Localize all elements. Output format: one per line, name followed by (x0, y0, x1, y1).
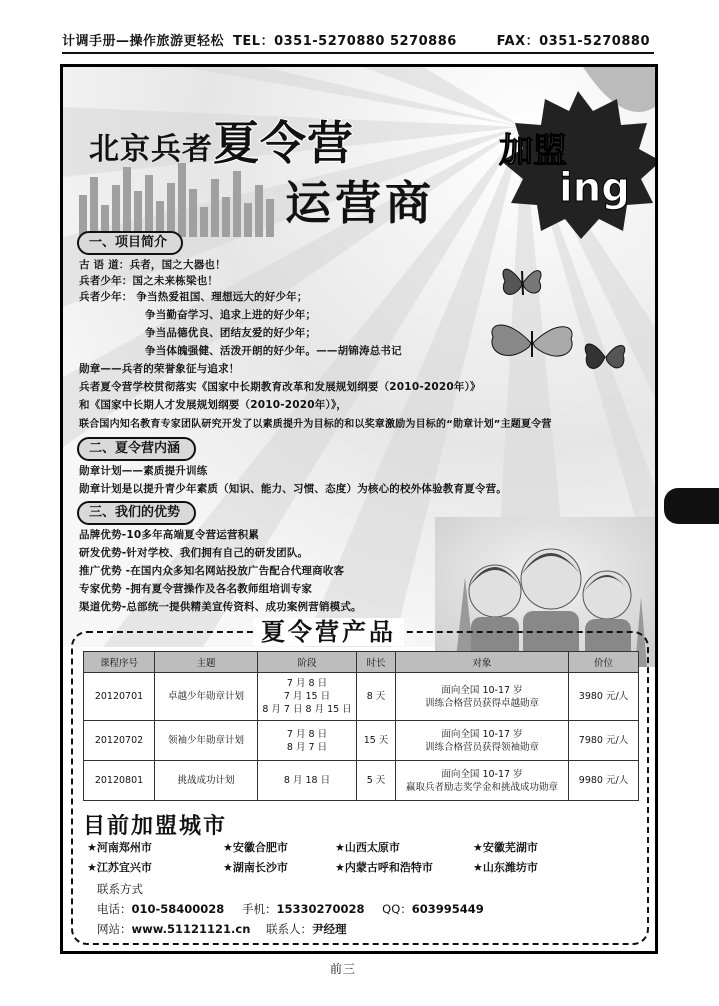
section1-line: 争当体魄强健、活泼开朗的好少年。——胡锦涛总书记 (145, 345, 402, 357)
section1-line: 联合国内知名教育专家团队研究开发了以素质提升为目标的和以奖章激励为目标的“勋章计划”主题夏令营 (79, 419, 552, 430)
section1-line: 兵者夏令营学校贯彻落实《国家中长期教育改革和发展规划纲要（2010-2020年）》 (79, 381, 481, 393)
hero-title (89, 107, 354, 173)
column-header: 阶段 (258, 652, 357, 673)
section3-line: 品牌优势-10多年高端夏令营运营积累 (79, 529, 260, 541)
column-header: 主题 (155, 652, 258, 673)
badge-text-join: 加盟 (499, 131, 567, 171)
badge-text-ing: ing (559, 165, 630, 211)
city-name: 江苏宜兴市 (96, 861, 152, 874)
section1-line: 争当勤奋学习、追求上进的好少年； (145, 309, 317, 321)
star-icon: ★ (335, 861, 345, 874)
hero-title-prefix: 北京兵者 (89, 132, 213, 167)
products-title: 夏令营产品 (253, 618, 404, 646)
course-id: 20120702 (84, 721, 155, 761)
city-item (473, 839, 538, 855)
city-item (87, 859, 152, 875)
course-price: 9980 元/人 (569, 761, 639, 801)
star-icon: ★ (335, 841, 345, 854)
person-value: 尹经理 (312, 922, 347, 936)
course-theme: 卓越少年勋章计划 (155, 673, 258, 721)
city-name: 内蒙古呼和浩特市 (344, 861, 433, 874)
city-item (223, 839, 288, 855)
city-item (87, 839, 152, 855)
hero-subtitle: 运营商 (285, 176, 435, 230)
header-slogan: 计调手册—操作旅游更轻松 (62, 34, 225, 49)
stage-date: 8 月 7 日 8 月 15 日 (262, 704, 352, 715)
target-line: 面向全国 10-17 岁 (441, 728, 523, 740)
city-name: 安徽芜湖市 (482, 841, 538, 854)
course-stage (258, 721, 357, 761)
city-name: 山东潍坊市 (482, 861, 538, 874)
section2-line: 勋章计划是以提升青少年素质（知识、能力、习惯、态度）为核心的校外体验教育夏令营。 (79, 483, 507, 495)
table-row (84, 721, 639, 761)
city-name: 湖南长沙市 (232, 861, 288, 874)
star-icon: ★ (87, 861, 97, 874)
butterfly-icon (487, 317, 577, 367)
city-name: 河南郑州市 (96, 841, 152, 854)
course-stage (258, 761, 357, 801)
target-line: 赢取兵者励志奖学金和挑战成功勋章 (405, 781, 558, 793)
stage-date: 7 月 8 日 (286, 678, 328, 689)
butterfly-icon (499, 259, 545, 305)
products-table (83, 651, 639, 801)
stage-date: 7 月 8 日 (286, 728, 328, 740)
star-icon: ★ (223, 841, 233, 854)
city-item (223, 859, 288, 875)
table-row (84, 761, 639, 801)
target-line: 面向全国 10-17 岁 (441, 684, 523, 696)
section1-line: 勋章——兵者的荣誉象征与追求！ (79, 363, 240, 375)
course-id: 20120701 (84, 673, 155, 721)
web-label: 网站： (97, 922, 132, 936)
qq-value: 603995449 (411, 902, 484, 916)
city-name: 安徽合肥市 (232, 841, 288, 854)
section3-heading: 三、我们的优势 (77, 501, 196, 525)
course-duration: 8 天 (357, 673, 396, 721)
table-header-row (84, 652, 639, 673)
section3-line: 渠道优势-总部统一提供精美宣传资料、成功案例营销模式。 (79, 601, 362, 613)
web-link[interactable]: www.51121121.cn (131, 922, 251, 936)
products-section (71, 618, 649, 945)
contact-web-row (97, 921, 347, 937)
course-target (396, 673, 569, 721)
target-line: 训练合格营员获得卓越勋章 (424, 697, 539, 709)
course-duration: 5 天 (357, 761, 396, 801)
header-fax: FAX：0351-5270880 (496, 34, 650, 49)
section2-line: 勋章计划——素质提升训练 (79, 465, 208, 477)
target-line: 面向全国 10-17 岁 (441, 768, 523, 780)
header-tel: TEL：0351-5270880 5270886 (233, 34, 457, 49)
star-icon: ★ (473, 861, 483, 874)
star-icon: ★ (223, 861, 233, 874)
column-header: 对象 (396, 652, 569, 673)
butterfly-icon (581, 335, 629, 379)
star-icon: ★ (87, 841, 97, 854)
mobile-label: 手机： (241, 902, 277, 916)
phone-label: 电话： (97, 902, 132, 916)
course-duration: 15 天 (357, 721, 396, 761)
stage-date: 8 月 7 日 (286, 741, 328, 753)
course-id: 20120801 (84, 761, 155, 801)
column-header: 时长 (357, 652, 396, 673)
contact-heading: 联系方式 (97, 882, 143, 896)
section3-line: 研发优势-针对学校、我们拥有自己的研发团队。 (79, 547, 309, 559)
ad-frame (60, 64, 658, 954)
city-item (335, 859, 433, 875)
section3-line: 专家优势 -拥有夏令营操作及各名教师组培训专家 (79, 583, 313, 595)
city-item (335, 839, 400, 855)
join-badge (493, 89, 658, 239)
contact-phone-row (97, 901, 484, 917)
course-price: 3980 元/人 (569, 673, 639, 721)
page-footer: 前三 (330, 962, 357, 976)
column-header: 课程序号 (84, 652, 155, 673)
hero-title-main: 夏令营 (213, 116, 354, 170)
qq-label: QQ： (382, 902, 412, 916)
phone-value: 010-58400028 (131, 902, 225, 916)
section2-heading: 二、夏令营内涵 (77, 437, 196, 461)
course-price: 7980 元/人 (569, 721, 639, 761)
section1-line: 争当品德优良、团结友爱的好少年； (145, 327, 317, 339)
section3-line: 推广优势 -在国内众多知名网站投放广告配合代理商收客 (79, 565, 345, 577)
course-theme: 领袖少年勋章计划 (155, 721, 258, 761)
section1-line: 兵者少年：国之未来栋梁也！ (79, 275, 219, 287)
course-target (396, 721, 569, 761)
stage-date: 7 月 15 日 (283, 691, 331, 702)
cities-title: 目前加盟城市 (83, 814, 228, 839)
city-name: 山西太原市 (344, 841, 400, 854)
target-line: 训练合格营员获得领袖勋章 (424, 741, 539, 753)
course-stage (258, 673, 357, 721)
person-label: 联系人： (266, 922, 313, 936)
column-header: 价位 (569, 652, 639, 673)
course-theme: 挑战成功计划 (155, 761, 258, 801)
section1-line: 和《国家中长期人才发展规划纲要（2010-2020年）》， (79, 399, 348, 411)
section1-heading: 一、项目简介 (77, 231, 183, 255)
star-icon: ★ (473, 841, 483, 854)
section1-line: 古 语 道：兵者，国之大器也！ (79, 259, 226, 271)
section1-line: 兵者少年： 争当热爱祖国、理想远大的好少年； (79, 291, 308, 303)
table-row (84, 673, 639, 721)
city-item (473, 859, 538, 875)
header-bar (62, 32, 654, 54)
course-target (396, 761, 569, 801)
mobile-value: 15330270028 (276, 902, 365, 916)
page-side-tab (664, 488, 719, 524)
stage-date: 8 月 18 日 (283, 775, 331, 786)
